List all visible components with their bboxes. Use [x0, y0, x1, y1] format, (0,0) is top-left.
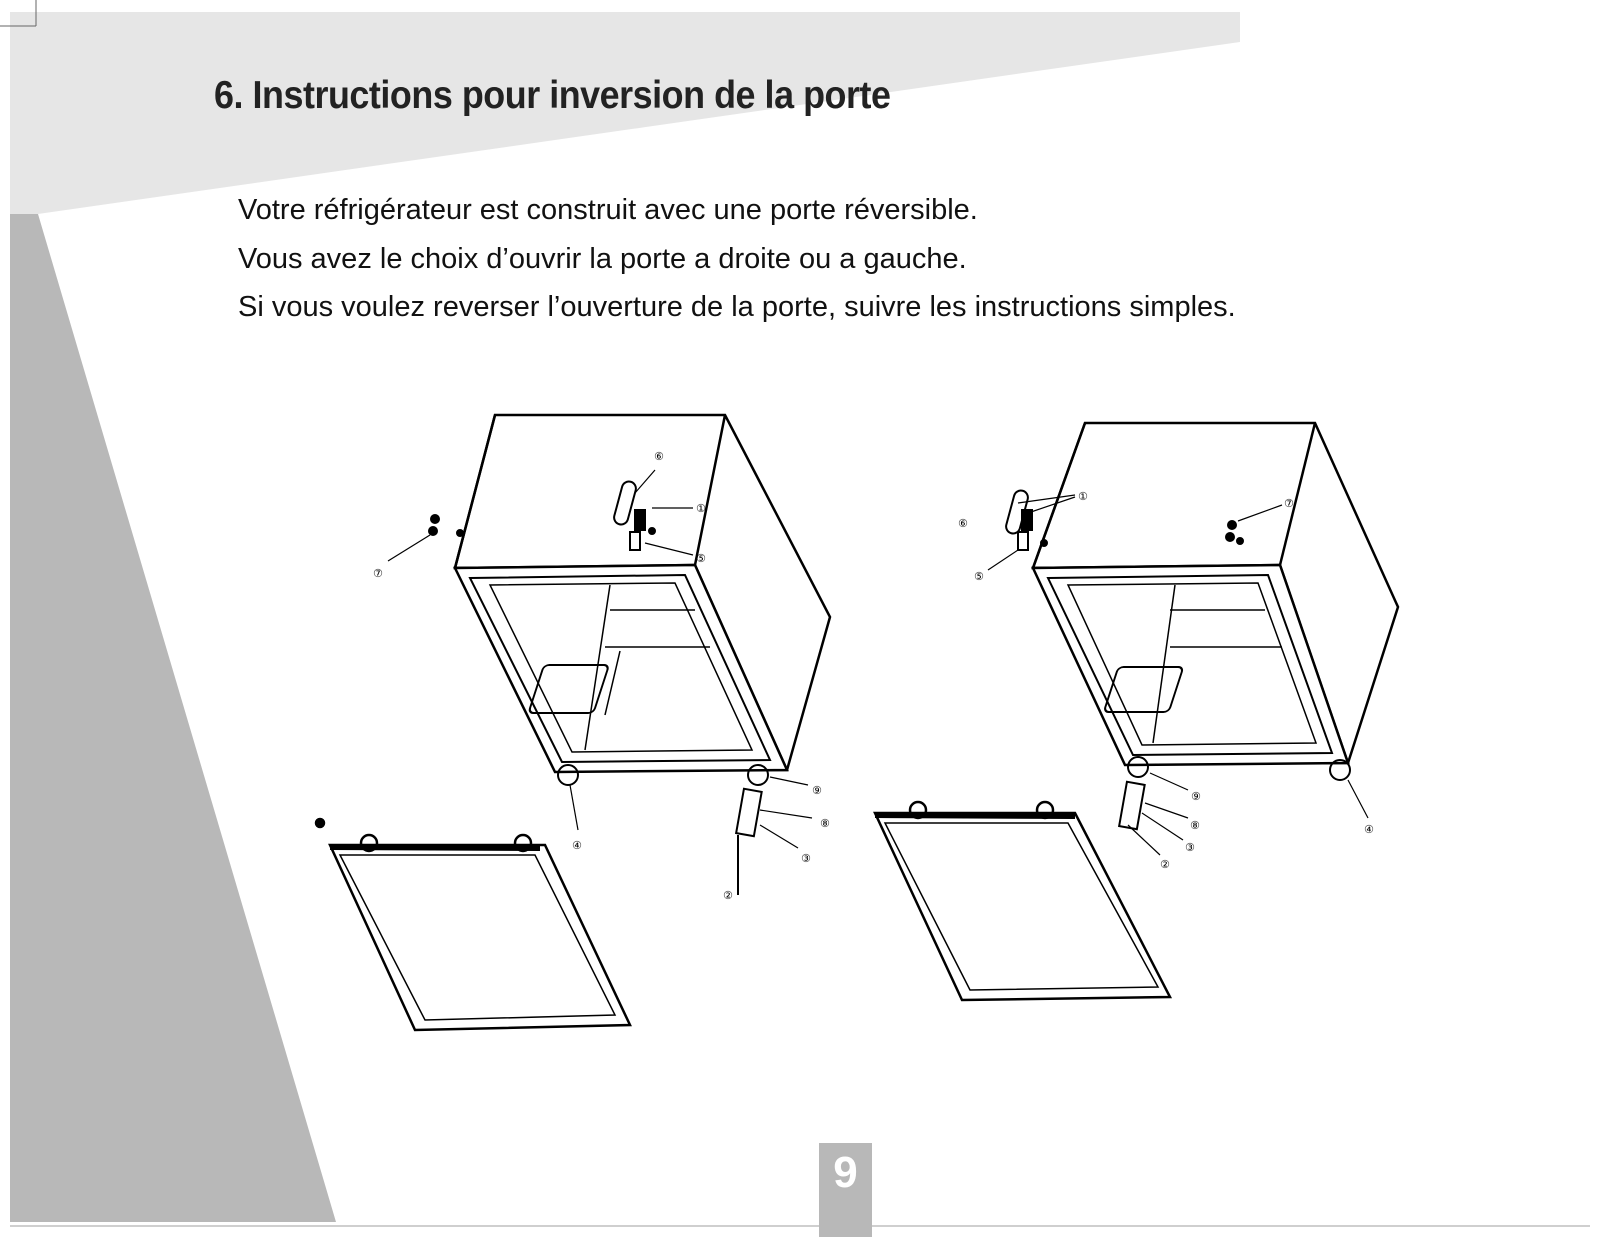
callout-5: ⑤	[696, 552, 706, 565]
left-gray-wedge	[10, 214, 336, 1222]
callout-8: ⑧	[1190, 819, 1200, 832]
intro-line: Votre réfrigérateur est construit avec une porte réversible.	[238, 194, 978, 226]
door-right	[875, 802, 1170, 1000]
page-number: 9	[819, 1143, 872, 1237]
intro-line: Si vous voulez reverser l’ouverture de la porte, suivre les instructions simples.	[238, 291, 1236, 323]
callout-9: ⑨	[812, 784, 822, 797]
callout-7: ⑦	[1284, 497, 1294, 510]
door-left	[316, 819, 630, 1030]
diagram-left	[300, 385, 860, 1065]
diagram-right	[870, 385, 1430, 1065]
intro-text	[238, 186, 1236, 332]
callout-5: ⑤	[974, 570, 984, 583]
callout-1: ①	[1078, 490, 1088, 503]
callout-3: ③	[801, 852, 811, 865]
intro-line: Vous avez le choix d’ouvrir la porte a droite ou a gauche.	[238, 242, 967, 275]
callout-4: ④	[572, 839, 582, 852]
fridge-cabinet-left	[455, 415, 830, 772]
callout-2: ②	[723, 889, 733, 902]
callout-8: ⑧	[820, 817, 830, 830]
callout-9: ⑨	[1191, 790, 1201, 803]
callout-6: ⑥	[654, 450, 664, 463]
page-title: 6. Instructions pour inversion de la porte	[214, 74, 891, 117]
callout-3: ③	[1185, 841, 1195, 854]
callout-6: ⑥	[958, 517, 968, 530]
callout-7: ⑦	[373, 567, 383, 580]
fridge-cabinet-right	[1033, 423, 1398, 765]
callout-4: ④	[1364, 823, 1374, 836]
callout-2: ②	[1160, 858, 1170, 871]
callout-1: ①	[696, 502, 706, 515]
